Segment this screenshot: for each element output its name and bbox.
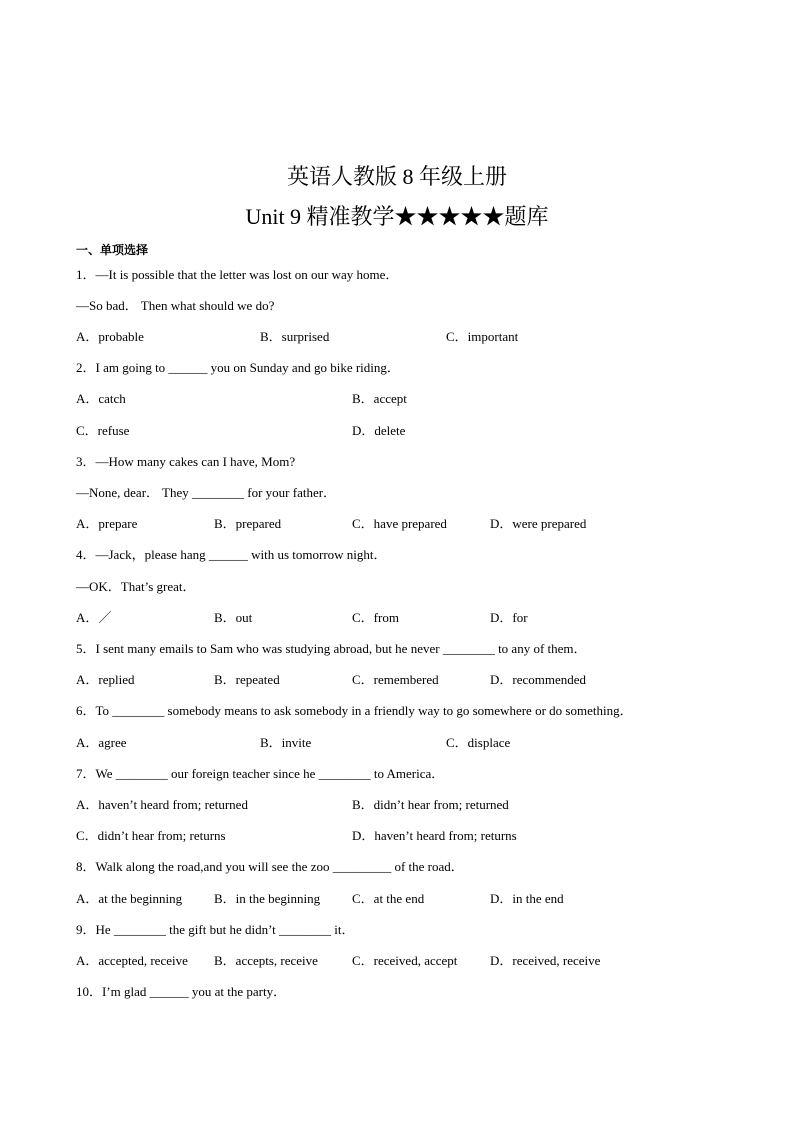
question-text: 3．—How many cakes can I have, Mom?	[76, 454, 296, 469]
question-line	[0, 266, 794, 284]
answer-option: C．didn’t hear from; returns	[76, 828, 226, 843]
question-text: 2．I am going to ______ you on Sunday and go bike riding．	[76, 360, 400, 375]
question-line	[0, 983, 794, 1001]
answer-option: A．agree	[76, 735, 127, 750]
answer-option: A．prepare	[76, 516, 138, 531]
question-text: 1．—It is possible that the letter was lost on our way home．	[76, 267, 399, 282]
answer-option: A．catch	[76, 391, 126, 406]
answer-option: D．recommended	[490, 672, 587, 687]
answer-option: C．remembered	[352, 672, 439, 687]
answer-option: B．repeated	[214, 672, 280, 687]
answer-option: D．haven’t heard from; returns	[352, 828, 517, 843]
document-title: 英语人教版 8 年级上册	[286, 164, 507, 189]
question-text: 10．I’m glad ______ you at the party．	[76, 984, 287, 999]
answer-option: D．in the end	[490, 891, 564, 906]
question-line	[0, 297, 794, 315]
option-row	[0, 890, 794, 908]
option-row	[0, 328, 794, 346]
answer-option: D．delete	[352, 423, 406, 438]
option-row	[0, 952, 794, 970]
question-line	[0, 858, 794, 876]
question-text: 6．To ________ somebody means to ask somebody in a friendly way to go somewhere or do something．	[76, 703, 633, 718]
option-row	[0, 390, 794, 408]
answer-option: B．surprised	[260, 329, 330, 344]
question-line	[0, 578, 794, 596]
option-row	[0, 734, 794, 752]
answer-option: B．prepared	[214, 516, 282, 531]
answer-option: A．probable	[76, 329, 144, 344]
question-text: 5．I sent many emails to Sam who was studying abroad, but he never ________ to any of them．	[76, 641, 587, 656]
option-row	[0, 609, 794, 627]
option-row	[0, 827, 794, 845]
option-row	[0, 796, 794, 814]
answer-option: A．replied	[76, 672, 135, 687]
answer-option: A．accepted, receive	[76, 953, 188, 968]
question-text: —OK．That’s great．	[76, 579, 196, 594]
question-text: 9．He ________ the gift but he didn’t ________ it．	[76, 922, 355, 937]
option-row	[0, 422, 794, 440]
question-text: 7．We ________ our foreign teacher since he ________ to America．	[76, 766, 445, 781]
answer-option: C．refuse	[76, 423, 130, 438]
option-row	[0, 515, 794, 533]
question-text: 8．Walk along the road,and you will see the zoo _________ of the road．	[76, 859, 464, 874]
answer-option: C．from	[352, 610, 399, 625]
answer-option: A．haven’t heard from; returned	[76, 797, 248, 812]
answer-option: D．received, receive	[490, 953, 601, 968]
answer-option: A．at the beginning	[76, 891, 183, 906]
question-text: —None, dear． They ________ for your father．	[76, 485, 337, 500]
question-line	[0, 359, 794, 377]
answer-option: B．didn’t hear from; returned	[352, 797, 509, 812]
question-line	[0, 921, 794, 939]
answer-option: C．at the end	[352, 891, 425, 906]
answer-option: B．invite	[260, 735, 312, 750]
question-line	[0, 546, 794, 564]
question-line	[0, 640, 794, 658]
section-heading: 一、单项选择	[76, 243, 149, 257]
answer-option: B．out	[214, 610, 253, 625]
answer-option: C．displace	[446, 735, 511, 750]
answer-option: C．important	[446, 329, 519, 344]
answer-option: B．accept	[352, 391, 407, 406]
question-line	[0, 702, 794, 720]
answer-option: A．／	[76, 610, 112, 625]
answer-option: B．in the beginning	[214, 891, 321, 906]
answer-option: C．received, accept	[352, 953, 458, 968]
question-text: 4．—Jack，please hang ______ with us tomorrow night．	[76, 547, 387, 562]
question-line	[0, 765, 794, 783]
question-text: —So bad． Then what should we do?	[76, 298, 275, 313]
question-line	[0, 453, 794, 471]
document-subtitle: Unit 9 精准教学★★★★★题库	[245, 204, 549, 229]
answer-option: B．accepts, receive	[214, 953, 318, 968]
answer-option: D．were prepared	[490, 516, 587, 531]
option-row	[0, 671, 794, 689]
question-line	[0, 484, 794, 502]
answer-option: C．have prepared	[352, 516, 447, 531]
answer-option: D．for	[490, 610, 528, 625]
